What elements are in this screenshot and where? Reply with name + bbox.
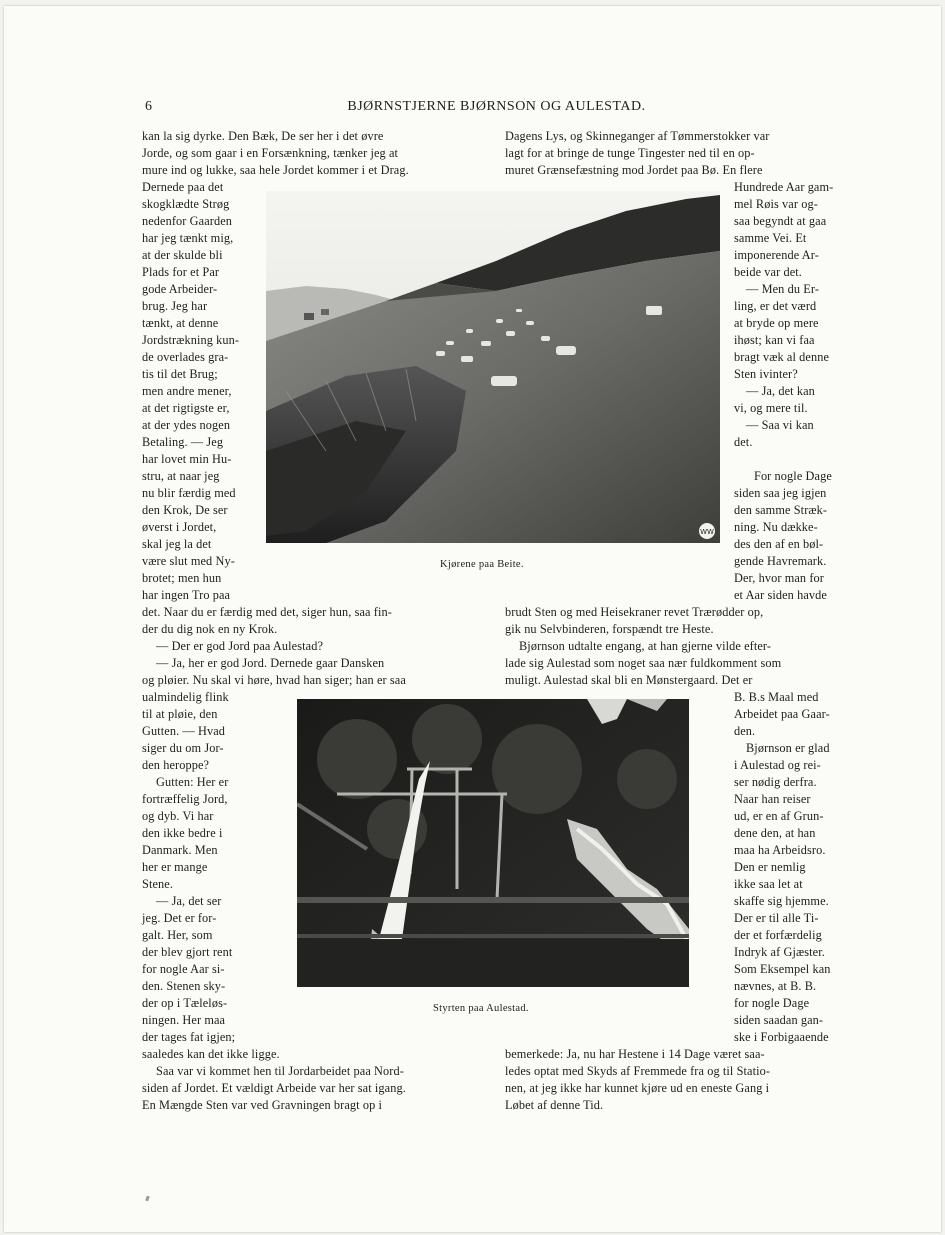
left-wrap-line: men andre mener, xyxy=(142,384,232,398)
left-full-line: det. Naar du er færdig med det, siger hun, saa fin- xyxy=(142,605,392,619)
right-bottom-line: ledes optat med Skyds af Fremmede fra og til Statio- xyxy=(505,1064,771,1078)
right-wrap1-line: ling, er det værd xyxy=(734,299,817,313)
right-wrap1-line: — Ja, det kan xyxy=(746,384,815,398)
right-wrap1-line: vi, og mere til. xyxy=(734,401,808,415)
left-wrap2-line: og dyb. Vi har xyxy=(142,809,214,823)
left-wrap-line: den Krok, De ser xyxy=(142,503,228,517)
running-title: BJØRNSTJERNE BJØRNSON OG AULESTAD. xyxy=(347,99,646,114)
right-wrap2-line: gende Havremark. xyxy=(734,554,827,568)
left-wrap2-line: galt. Her, som xyxy=(142,928,213,942)
left-wrap2-line: jeg. Det er for- xyxy=(142,911,217,925)
right-wrap3-line: dene den, at han xyxy=(734,826,816,840)
left-full-line: — Ja, her er god Jord. Dernede gaar Dansken xyxy=(156,656,385,670)
left-wrap2-line: den ikke bedre i xyxy=(142,826,223,840)
left-full-line: — Der er god Jord paa Aulestad? xyxy=(156,639,324,653)
right-mid-line: muligt. Aulestad skal bli en Mønstergaard. Det er xyxy=(505,673,753,687)
left-wrap2-line: den heroppe? xyxy=(142,758,210,772)
right-wrap1-line: — Men du Er- xyxy=(746,282,820,296)
left-wrap2-line: der tages fat igjen; xyxy=(142,1030,236,1044)
right-mid-line: brudt Sten og med Heisekraner revet Trærødder op, xyxy=(505,605,764,619)
left-wrap2-line: den. Stenen sky- xyxy=(142,979,226,993)
right-wrap2-line: ning. Nu dække- xyxy=(734,520,818,534)
left-wrap-line: Betaling. — Jeg xyxy=(142,435,224,449)
left-wrap-line: har jeg tænkt mig, xyxy=(142,231,234,245)
right-wrap3-line: Arbeidet paa Gaar- xyxy=(734,707,830,721)
right-wrap3-line: ser nødig derfra. xyxy=(734,775,817,789)
left-wrap-line: tænkt, at denne xyxy=(142,316,219,330)
right-wrap3-line: Den er nemlig xyxy=(734,860,806,874)
left-wrap2-line: fortræffelig Jord, xyxy=(142,792,228,806)
left-wrap-line: de overlades gra- xyxy=(142,350,229,364)
left-top-line-1: kan la sig dyrke. Den Bæk, De ser her i det øvre xyxy=(142,129,384,143)
left-wrap-line: tis til det Brug; xyxy=(142,367,218,381)
right-wrap2-line: siden saa jeg igjen xyxy=(734,486,827,500)
right-wrap3-line: maa ha Arbeidsro. xyxy=(734,843,826,857)
right-wrap1-line: Hundrede Aar gam- xyxy=(734,180,834,194)
right-bottom-line: nen, at jeg ikke har kunnet kjøre ud en eneste Gang i xyxy=(505,1081,770,1095)
right-wrap3-line: Der er til alle Ti- xyxy=(734,911,819,925)
page-number: 6 xyxy=(145,99,152,114)
left-wrap-line: stru, at naar jeg xyxy=(142,469,220,483)
left-full-line: og pløier. Nu skal vi høre, hvad han siger; han er saa xyxy=(142,673,406,687)
left-wrap-line: Jordstrækning kun- xyxy=(142,333,240,347)
left-wrap2-line: Gutten: Her er xyxy=(156,775,229,789)
left-wrap2-line: her er mange xyxy=(142,860,208,874)
right-wrap2-line: des den af en bøl- xyxy=(734,537,824,551)
left-wrap2-line: for nogle Aar si- xyxy=(142,962,225,976)
pasture-caption: Kjørene paa Beite. xyxy=(440,559,524,570)
left-wrap-line: nedenfor Gaarden xyxy=(142,214,233,228)
right-wrap3-line: ud, er en af Grun- xyxy=(734,809,824,823)
right-wrap3-line: skaffe sig hjemme. xyxy=(734,894,829,908)
left-wrap-line: skal jeg la det xyxy=(142,537,212,551)
right-wrap1-line: Sten ivinter? xyxy=(734,367,798,381)
left-wrap-line: øverst i Jordet, xyxy=(142,520,217,534)
left-wrap-line: Plads for et Par xyxy=(142,265,220,279)
left-bottom-line: En Mængde Sten var ved Gravningen bragt op i xyxy=(142,1098,383,1112)
right-wrap2-line: Der, hvor man for xyxy=(734,571,824,585)
left-wrap-line: brotet; men hun xyxy=(142,571,222,585)
right-wrap1-line: saa begyndt at gaa xyxy=(734,214,827,228)
right-wrap3-line: Indryk af Gjæster. xyxy=(734,945,825,959)
right-wrap3-line: ikke saa let at xyxy=(734,877,803,891)
right-wrap1-line: at bryde op mere xyxy=(734,316,819,330)
left-wrap2-line: ualmindelig flink xyxy=(142,690,229,704)
right-wrap3-line: Naar han reiser xyxy=(734,792,811,806)
left-wrap2-line: der blev gjort rent xyxy=(142,945,233,959)
left-wrap2-line: til at pløie, den xyxy=(142,707,218,721)
right-wrap3-line: i Aulestad og rei- xyxy=(734,758,821,772)
paper-speck xyxy=(145,1196,150,1202)
right-wrap1-line: mel Røis var og- xyxy=(734,197,818,211)
right-wrap2-line: For nogle Dage xyxy=(754,469,832,483)
right-wrap1-line: ihøst; kan vi faa xyxy=(734,333,815,347)
left-wrap2-line: ningen. Her maa xyxy=(142,1013,226,1027)
right-wrap1-line: det. xyxy=(734,435,753,449)
right-wrap3-line: Som Eksempel kan xyxy=(734,962,831,976)
left-wrap-line: være slut med Ny- xyxy=(142,554,235,568)
left-wrap-line: skogklædte Strøg xyxy=(142,197,230,211)
right-wrap2-line: et Aar siden havde xyxy=(734,588,827,602)
left-wrap-line: nu blir færdig med xyxy=(142,486,236,500)
left-bottom-line: saaledes kan det ikke ligge. xyxy=(142,1047,280,1061)
left-wrap-line: at der skulde bli xyxy=(142,248,223,262)
left-wrap2-line: — Ja, det ser xyxy=(156,894,222,908)
left-wrap-line: gode Arbeider- xyxy=(142,282,218,296)
right-wrap3-line: den. xyxy=(734,724,756,738)
right-top-line: Dagens Lys, og Skinneganger af Tømmerstokker var xyxy=(505,129,770,143)
left-full-line: der du dig nok en ny Krok. xyxy=(142,622,278,636)
right-wrap1-line: imponerende Ar- xyxy=(734,248,819,262)
left-wrap-line: brug. Jeg har xyxy=(142,299,208,313)
left-wrap-line: at det rigtigste er, xyxy=(142,401,230,415)
right-wrap3-line: for nogle Dage xyxy=(734,996,810,1010)
left-top-line-2: Jorde, og som gaar i en Forsænkning, tænker jeg at xyxy=(142,146,399,160)
right-wrap1-line: samme Vei. Et xyxy=(734,231,807,245)
right-wrap1-line: — Saa vi kan xyxy=(746,418,814,432)
right-top-line: lagt for at bringe de tunge Tingester ned til en op- xyxy=(505,146,755,160)
left-bottom-line: Saa var vi kommet hen til Jordarbeidet paa Nord- xyxy=(156,1064,404,1078)
waterfall-photo xyxy=(297,699,689,987)
right-wrap1-line: beide var det. xyxy=(734,265,802,279)
right-wrap3-line: siden saadan gan- xyxy=(734,1013,824,1027)
right-wrap2-line: den samme Stræk- xyxy=(734,503,828,517)
left-wrap2-line: siger du om Jor- xyxy=(142,741,224,755)
left-wrap-line: at der ydes nogen xyxy=(142,418,231,432)
left-top-line-3: mure ind og lukke, saa hele Jordet kommer i et Drag. xyxy=(142,163,409,177)
left-wrap2-line: Gutten. — Hvad xyxy=(142,724,226,738)
left-wrap-line: har ingen Tro paa xyxy=(142,588,231,602)
waterfall-caption: Styrten paa Aulestad. xyxy=(433,1003,529,1014)
right-top-line: muret Grænsefæstning mod Jordet paa Bø. En flere xyxy=(505,163,763,177)
right-mid-line: lade sig Aulestad som noget saa nær fuldkomment som xyxy=(505,656,782,670)
page xyxy=(4,6,941,1232)
right-mid-line: Bjørnson udtalte engang, at han gjerne vilde efter- xyxy=(519,639,772,653)
left-wrap-line: Dernede paa det xyxy=(142,180,224,194)
left-bottom-line: siden af Jordet. Et vældigt Arbeide var her sat igang. xyxy=(142,1081,406,1095)
left-wrap2-line: der op i Tæleløs- xyxy=(142,996,228,1010)
right-wrap3-line: der et forfærdelig xyxy=(734,928,822,942)
right-wrap3-line: nævnes, at B. B. xyxy=(734,979,817,993)
right-mid-line: gik nu Selvbinderen, forspændt tre Heste. xyxy=(505,622,714,636)
left-wrap2-line: Danmark. Men xyxy=(142,843,218,857)
left-wrap-line: har lovet min Hu- xyxy=(142,452,232,466)
right-wrap1-line: bragt væk al denne xyxy=(734,350,830,364)
right-bottom-line: Løbet af denne Tid. xyxy=(505,1098,604,1112)
right-wrap3-line: Bjørnson er glad xyxy=(746,741,830,755)
photo-monogram: WW xyxy=(700,528,714,536)
right-bottom-line: bemerkede: Ja, nu har Hestene i 14 Dage været saa- xyxy=(505,1047,765,1061)
right-wrap3-line: ske i Forbigaaende xyxy=(734,1030,829,1044)
pasture-photo xyxy=(266,191,720,543)
right-wrap3-line: B. B.s Maal med xyxy=(734,690,819,704)
left-wrap2-line: Stene. xyxy=(142,877,173,891)
